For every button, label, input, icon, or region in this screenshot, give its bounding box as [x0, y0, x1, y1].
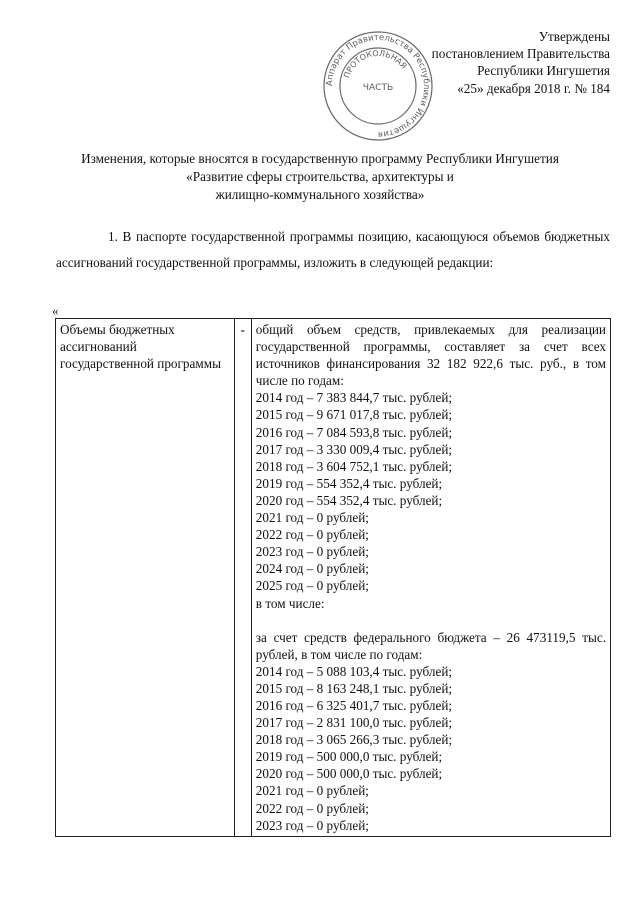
table-label-cell: Объемы бюджетных ассигнований государственной программы [56, 319, 235, 837]
total-year-line: 2016 год – 7 084 593,8 тыс. рублей; [255, 424, 453, 440]
including-label: в том числе: [255, 595, 325, 611]
amendment-paragraph [56, 224, 610, 276]
federal-year-line: 2021 год – 0 рублей; [255, 783, 369, 799]
title-line-1: Изменения, которые вносятся в государственную программу Республики Ингушетия [81, 151, 559, 166]
funding-table [55, 318, 611, 837]
official-stamp [322, 30, 434, 142]
federal-year-line: 2015 год – 8 163 248,1 тыс. рублей; [255, 680, 453, 696]
approval-line-4: «25» декабря 2018 г. № 184 [457, 80, 610, 96]
table-dash-cell: - [234, 319, 251, 837]
total-year-line: 2018 год – 3 604 752,1 тыс. рублей; [255, 458, 453, 474]
total-year-line: 2014 год – 7 383 844,7 тыс. рублей; [255, 390, 453, 406]
stamp-center-text: ЧАСТЬ [362, 83, 394, 93]
title-line-3: жилищно-коммунального хозяйства» [215, 187, 425, 202]
federal-year-line: 2020 год – 500 000,0 тыс. рублей; [255, 766, 443, 782]
paragraph-text: 1. В паспорте государственной программы позицию, касающуюся объемов бюджетных ассигнований государственной программы, изложить в следующей редакции: [56, 229, 610, 270]
approval-line-2: постановлением Правительства [431, 46, 610, 62]
table-row [56, 319, 611, 837]
title-line-2: «Развитие сферы строительства, архитектуры и [186, 169, 454, 184]
approval-line-3: Республики Ингушетия [477, 63, 610, 79]
total-year-line: 2019 год – 554 352,4 тыс. рублей; [255, 475, 443, 491]
total-year-line: 2023 год – 0 рублей; [255, 544, 369, 560]
federal-intro: за счет средств федерального бюджета – 26 473119,5 тыс. рублей, в том числе по годам: [255, 629, 606, 662]
total-year-line: 2015 год – 9 671 017,8 тыс. рублей; [255, 407, 453, 423]
federal-year-line: 2016 год – 6 325 401,7 тыс. рублей; [255, 697, 453, 713]
federal-year-line: 2017 год – 2 831 100,0 тыс. рублей; [255, 715, 453, 731]
total-intro: общий объем средств, привлекаемых для реализации государственной программы, составляет за счет всех источников финансирования 32 182 922,6 тыс. руб., в том числе по годам: [255, 322, 606, 389]
total-year-line: 2017 год – 3 330 009,4 тыс. рублей; [255, 441, 453, 457]
open-quote: « [52, 303, 59, 318]
federal-year-line: 2022 год – 0 рублей; [255, 800, 369, 816]
total-year-line: 2022 год – 0 рублей; [255, 527, 369, 543]
federal-years-list [256, 663, 606, 834]
table-content-cell [251, 319, 610, 837]
total-year-line: 2020 год – 554 352,4 тыс. рублей; [255, 492, 443, 508]
total-years-list [256, 389, 606, 594]
federal-year-line: 2023 год – 0 рублей; [255, 817, 369, 833]
total-year-line: 2021 год – 0 рублей; [255, 510, 369, 526]
stamp-inner-text: ПРОТОКОЛЬНАЯ [342, 48, 409, 80]
document-title [40, 150, 600, 204]
approval-line-1: Утверждены [538, 29, 610, 44]
total-year-line: 2024 год – 0 рублей; [255, 561, 369, 577]
stamp-outer-text: Аппарат Правительства Республики Ингушетия [324, 32, 432, 140]
federal-year-line: 2014 год – 5 088 103,4 тыс. рублей; [255, 663, 453, 679]
federal-year-line: 2019 год – 500 000,0 тыс. рублей; [255, 749, 443, 765]
federal-year-line: 2018 год – 3 065 266,3 тыс. рублей; [255, 732, 453, 748]
total-year-line: 2025 год – 0 рублей; [255, 578, 369, 594]
